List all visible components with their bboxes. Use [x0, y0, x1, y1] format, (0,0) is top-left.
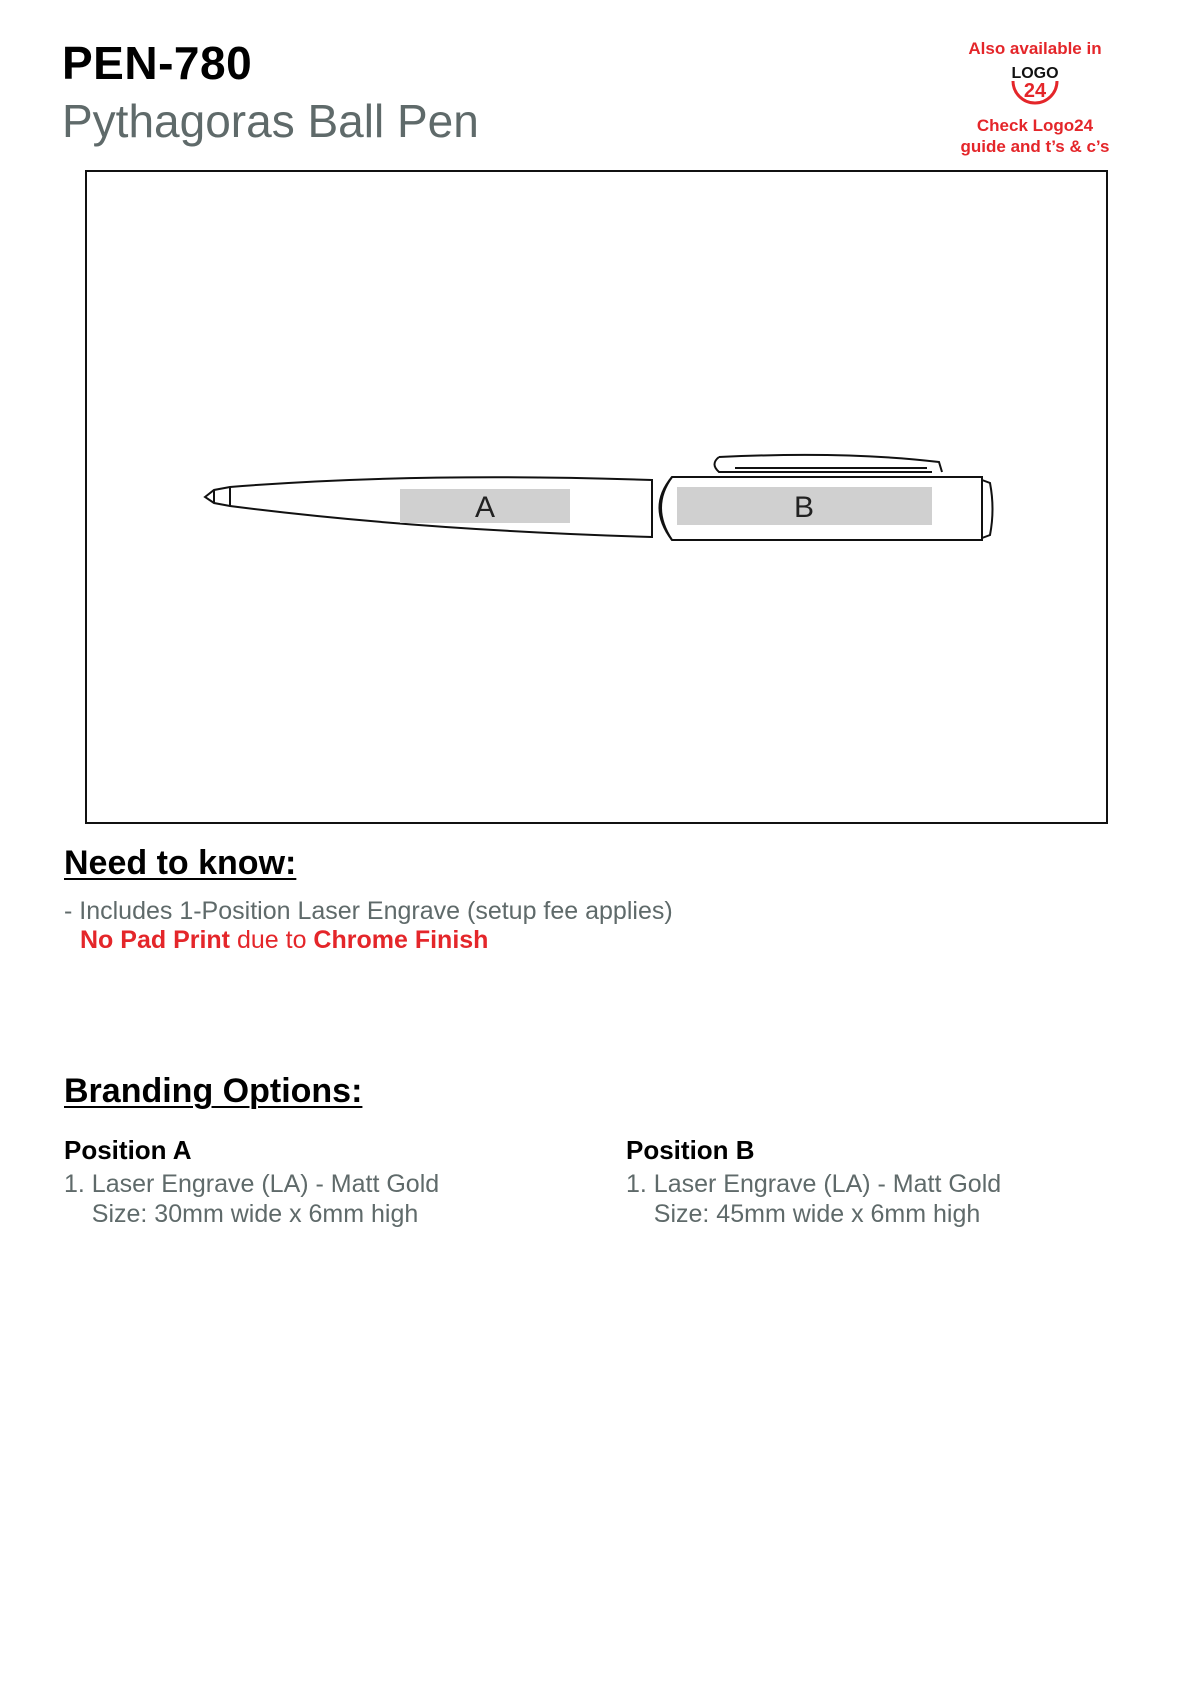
logo24-top-note: Also available in: [968, 39, 1102, 58]
logo24-bottom-note-2: guide and t’s & c’s: [960, 137, 1110, 156]
position-b-line-2: Size: 45mm wide x 6mm high: [626, 1200, 981, 1228]
no-pad-print-text: No Pad Print: [80, 926, 231, 954]
need-to-know-line-1: - Includes 1-Position Laser Engrave (setup fee applies): [64, 897, 673, 925]
position-a-line-2: Size: 30mm wide x 6mm high: [64, 1200, 419, 1228]
product-name: Pythagoras Ball Pen: [62, 95, 479, 147]
need-to-know-heading: Need to know:: [64, 844, 297, 882]
due-to-text: due to: [230, 926, 314, 954]
logo24-icon: [1005, 61, 1065, 109]
print-area-a-label: A: [474, 491, 496, 524]
product-code: PEN-780: [62, 37, 253, 89]
logo24-bottom-note-1: Check Logo24: [976, 116, 1094, 135]
chrome-finish-text: Chrome Finish: [313, 926, 489, 954]
position-b-title: Position B: [626, 1135, 755, 1165]
logo24-mark-top: LOGO: [1011, 65, 1059, 82]
print-area-b-label: B: [793, 491, 815, 524]
position-b-block: [626, 1137, 1001, 1229]
position-b-line-1: 1. Laser Engrave (LA) - Matt Gold: [626, 1170, 1002, 1198]
pen-line-drawing: [87, 172, 1105, 821]
need-to-know-line-2: [80, 925, 488, 955]
position-a-title: Position A: [64, 1135, 192, 1165]
logo24-notice: [940, 38, 1130, 157]
logo24-mark-bottom: 24: [1023, 80, 1047, 102]
product-image-frame: [85, 170, 1108, 824]
position-a-line-1: 1. Laser Engrave (LA) - Matt Gold: [64, 1170, 440, 1198]
position-a-block: [64, 1137, 439, 1229]
branding-options-heading: Branding Options:: [64, 1072, 363, 1110]
